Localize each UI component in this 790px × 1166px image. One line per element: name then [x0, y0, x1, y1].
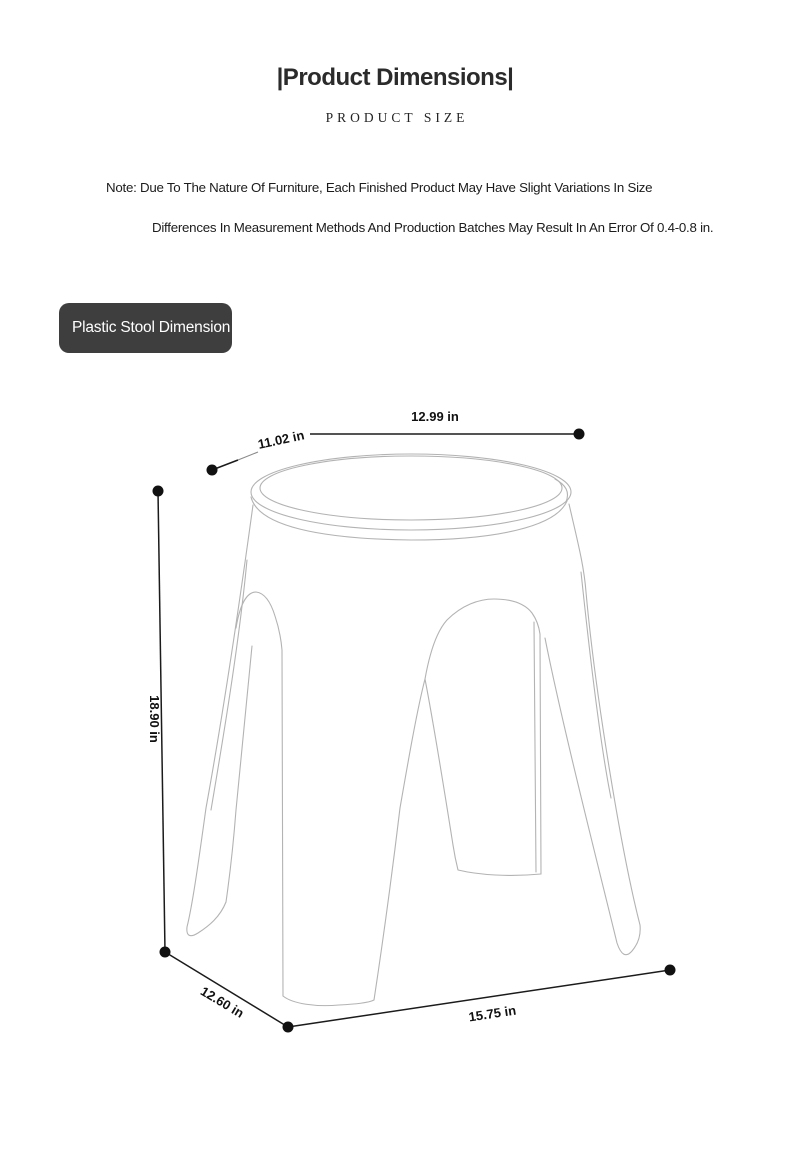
note-line-1: Note: Due To The Nature Of Furniture, Each Finished Product May Have Slight Variations In Size	[106, 180, 653, 195]
dimension-endpoint-dot	[283, 1022, 294, 1033]
page-subtitle: PRODUCT SIZE	[325, 110, 469, 125]
dimension-endpoint-dot	[665, 965, 676, 976]
height-label: 18.90 in	[147, 695, 162, 743]
section-badge-label: Plastic Stool Dimension	[72, 319, 231, 336]
dimension-endpoint-dot	[160, 947, 171, 958]
back-right-leg	[425, 679, 541, 875]
stool-line-drawing	[187, 454, 640, 1006]
base-depth-line	[165, 952, 288, 1027]
note-line-2: Differences In Measurement Methods And Production Batches May Result In An Error Of 0.4-0.8 in.	[152, 220, 714, 235]
back-left-leg-inner-edge	[211, 560, 247, 810]
left-arch-and-front-left-leg	[236, 592, 283, 996]
dimension-annotations	[147, 409, 676, 1033]
page-title: |Product Dimensions|	[276, 64, 514, 91]
dimension-endpoint-dot	[153, 486, 164, 497]
seat-outer-rim	[251, 454, 571, 530]
front-right-leg-inner-edge	[545, 638, 640, 955]
base-width-label: 15.75 in	[467, 1002, 518, 1025]
front-arch-inner-edge	[534, 622, 536, 872]
back-left-leg	[187, 505, 253, 936]
seat-top-depth-label: 11.02 in	[256, 427, 306, 452]
base-depth-label: 12.60 in	[198, 983, 247, 1021]
front-right-leg-outer-edge	[569, 504, 640, 925]
seat-inner-top	[260, 456, 562, 520]
front-left-leg-foot	[283, 679, 425, 1006]
front-right-leg-blade-line	[581, 572, 611, 798]
seat-top-depth-line-fade	[238, 452, 258, 460]
dimension-endpoint-dot	[574, 429, 585, 440]
front-arch	[425, 599, 541, 874]
seat-top-width-label: 12.99 in	[411, 409, 459, 424]
dimension-endpoint-dot	[207, 465, 218, 476]
